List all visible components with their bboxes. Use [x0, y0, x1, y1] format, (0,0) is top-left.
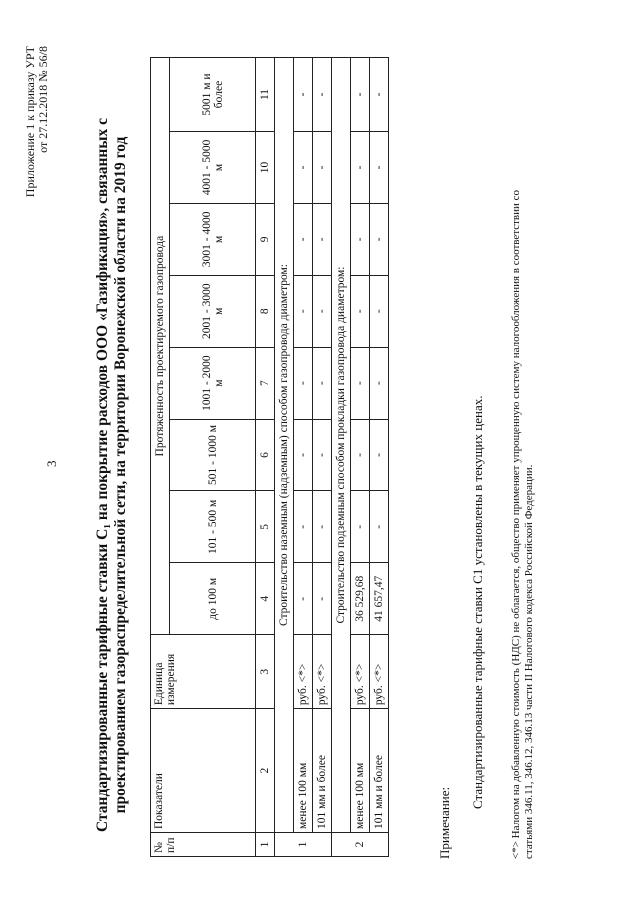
row-indicator: 101 мм и более: [370, 709, 389, 833]
row-value: -: [370, 131, 389, 203]
row-value: -: [294, 203, 313, 275]
title-line-1: Стандартизированные тарифные ставки С₁ на покрытие расходов ООО «Газификация», связанных с: [94, 118, 111, 832]
header-length-2: 101 - 500 м: [170, 491, 256, 563]
column-number: 1: [256, 833, 275, 857]
table-row: [370, 58, 389, 857]
column-number: 6: [256, 419, 275, 491]
title-line-2: проектированием газораспределительной сети, на территории Воронежской области на 2019 год: [112, 136, 129, 814]
document-title: [94, 85, 130, 865]
header-length-8: 5001 м и более: [170, 58, 256, 132]
row-value: -: [351, 347, 370, 419]
table-row: [351, 58, 370, 857]
header-length-7: 4001 - 5000 м: [170, 131, 256, 203]
row-unit: руб. <*>: [370, 635, 389, 709]
section-title: Строительство наземным (надземным) способом газопровода диаметром:: [275, 58, 294, 833]
row-value: -: [313, 419, 332, 491]
row-value: 36 529,68: [351, 563, 370, 635]
section-number: 1: [275, 833, 332, 857]
row-value: -: [313, 563, 332, 635]
row-value: -: [313, 131, 332, 203]
row-value: -: [351, 131, 370, 203]
appendix-reference: [24, 46, 50, 266]
note-text: Стандартизированные тарифные ставки С1 установлены в текущих ценах.: [470, 395, 485, 809]
header-length-group: Протяженность проектируемого газопровода: [151, 58, 170, 635]
table-row: [313, 58, 332, 857]
section-title: Строительство подземным способом прокладки газопровода диаметром:: [332, 58, 351, 833]
tariff-table: [150, 57, 389, 857]
row-indicator: 101 мм и более: [313, 709, 332, 833]
row-value: -: [313, 347, 332, 419]
header-length-5: 2001 - 3000 м: [170, 275, 256, 347]
section-number: 2: [332, 833, 389, 857]
row-value: -: [370, 58, 389, 132]
row-value: -: [294, 419, 313, 491]
row-value: -: [370, 275, 389, 347]
column-number: 5: [256, 491, 275, 563]
header-num: № п/п: [151, 833, 256, 857]
footnote-line-1: <*> Налогом на добавленную стоимость (НДС) не облагается, общество применяет упрощенную систему налогообложения в соответствии со: [510, 189, 522, 859]
row-unit: руб. <*>: [351, 635, 370, 709]
footnote-line-2: статьями 346.11, 346.12, 346.13 части II Налогового кодекса Российской Федерации.: [523, 464, 535, 859]
column-number: 7: [256, 347, 275, 419]
row-value: -: [351, 419, 370, 491]
row-value: 41 657,47: [370, 563, 389, 635]
column-number: 8: [256, 275, 275, 347]
column-number: 9: [256, 203, 275, 275]
row-value: -: [351, 275, 370, 347]
column-number: 3: [256, 635, 275, 709]
header-length-3: 501 - 1000 м: [170, 419, 256, 491]
row-indicator: менее 100 мм: [351, 709, 370, 833]
row-value: -: [351, 58, 370, 132]
row-value: -: [313, 491, 332, 563]
row-unit: руб. <*>: [313, 635, 332, 709]
table-row: [294, 58, 313, 857]
column-number: 4: [256, 563, 275, 635]
row-value: -: [313, 203, 332, 275]
header-length-6: 3001 - 4000 м: [170, 203, 256, 275]
header-indicators: Показатели: [151, 709, 256, 833]
note-heading: Примечание:: [437, 786, 452, 859]
appendix-line-1: Приложение 1 к приказу УРТ: [23, 46, 37, 198]
row-unit: руб. <*>: [294, 635, 313, 709]
row-value: -: [351, 491, 370, 563]
row-value: -: [313, 275, 332, 347]
column-number: 11: [256, 58, 275, 132]
row-indicator: менее 100 мм: [294, 709, 313, 833]
row-value: -: [351, 203, 370, 275]
tax-footnote: [510, 79, 536, 859]
appendix-line-2: от 27.12.2018 № 56/8: [36, 46, 50, 153]
row-value: -: [294, 347, 313, 419]
column-number: 10: [256, 131, 275, 203]
row-value: -: [370, 347, 389, 419]
header-unit: Единица измерения: [151, 635, 256, 709]
header-length-1: до 100 м: [170, 563, 256, 635]
row-value: -: [294, 131, 313, 203]
header-length-4: 1001 - 2000 м: [170, 347, 256, 419]
row-value: -: [294, 563, 313, 635]
page-number: 3: [44, 460, 59, 467]
row-value: -: [370, 491, 389, 563]
row-value: -: [370, 419, 389, 491]
row-value: -: [294, 58, 313, 132]
row-value: -: [294, 275, 313, 347]
column-number: 2: [256, 709, 275, 833]
row-value: -: [370, 203, 389, 275]
row-value: -: [313, 58, 332, 132]
row-value: -: [294, 491, 313, 563]
